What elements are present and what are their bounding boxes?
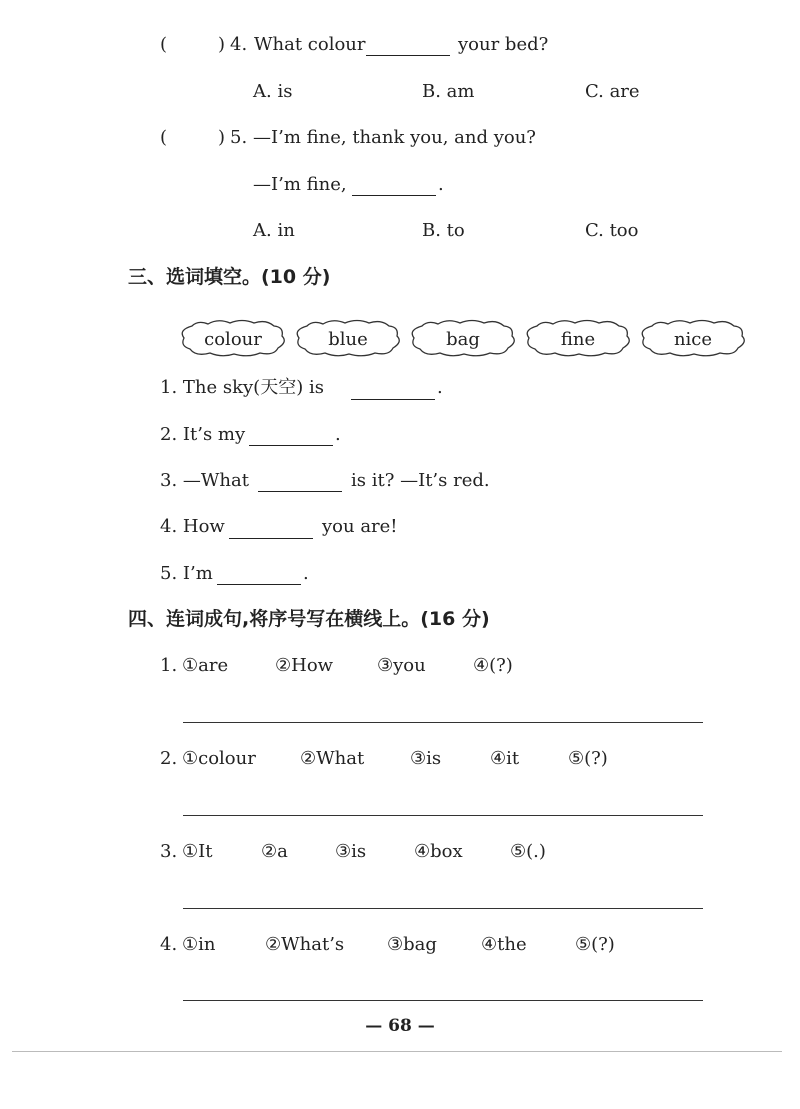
option-a[interactable]: A. is (253, 81, 293, 102)
question-text-before: What colour (254, 34, 366, 55)
item-text-before: 1. The sky(天空) is (160, 377, 324, 398)
option-a[interactable]: A. in (253, 220, 295, 241)
item-text-after: . (437, 377, 443, 398)
option-b[interactable]: B. am (422, 81, 475, 102)
item-text-before: 3. —What (160, 470, 249, 491)
item-number: 1. (160, 655, 178, 676)
word-bank-item: blue (328, 329, 368, 350)
word-part: ④(?) (473, 655, 513, 676)
option-c[interactable]: C. too (585, 220, 639, 241)
item-text-after: . (335, 424, 341, 445)
fill-blank[interactable] (258, 490, 342, 492)
item-text-before: 2. It’s my (160, 424, 246, 445)
word-part: ③you (377, 655, 426, 676)
word-part: ②How (275, 655, 334, 676)
word-part: ③is (335, 841, 367, 862)
word-part: ①are (182, 655, 229, 676)
question-line-2-before: —I’m fine, (253, 174, 347, 195)
word-part: ④it (490, 748, 520, 769)
option-c[interactable]: C. are (585, 81, 640, 102)
question-line-2-after: . (438, 174, 444, 195)
fill-blank[interactable] (217, 583, 301, 585)
item-number: 3. (160, 841, 178, 862)
word-bank-item: bag (446, 329, 480, 350)
answer-line[interactable] (183, 722, 703, 723)
item-text-before: 4. How (160, 516, 225, 537)
word-part: ⑤(?) (575, 934, 615, 955)
answer-line[interactable] (183, 908, 703, 909)
fill-blank[interactable] (249, 444, 333, 446)
answer-paren-open: ( (160, 127, 168, 148)
word-cloud (523, 318, 633, 358)
word-part: ①colour (182, 748, 256, 769)
word-cloud (178, 318, 288, 358)
word-part: ③is (410, 748, 442, 769)
word-bank-item: nice (673, 329, 713, 350)
fill-blank[interactable] (351, 398, 435, 400)
word-part: ①It (182, 841, 213, 862)
fill-blank[interactable] (366, 54, 450, 56)
question-number: 5. (230, 127, 248, 148)
word-part: ⑤(.) (510, 841, 546, 862)
page-number: — 68 — (365, 1016, 435, 1036)
word-part: ③bag (387, 934, 437, 955)
question-text-after: your bed? (458, 34, 549, 55)
item-number: 4. (160, 934, 178, 955)
word-cloud (408, 318, 518, 358)
word-part: ⑤(?) (568, 748, 608, 769)
item-text-after: you are! (322, 516, 398, 537)
word-bank-item: colour (204, 329, 262, 350)
question-number: 4. (230, 34, 248, 55)
item-text-before: 5. I’m (160, 563, 213, 584)
section-4-heading: 四、连词成句,将序号写在横线上。(16 分) (128, 608, 490, 630)
answer-line[interactable] (183, 815, 703, 816)
word-part: ④the (481, 934, 527, 955)
word-part: ②What (300, 748, 365, 769)
word-part: ②What’s (265, 934, 345, 955)
fill-blank[interactable] (352, 194, 436, 196)
section-3-heading: 三、选词填空。(10 分) (128, 266, 331, 288)
word-part: ④box (414, 841, 463, 862)
answer-paren-close: ) (218, 127, 226, 148)
item-number: 2. (160, 748, 178, 769)
word-bank-item: fine (560, 329, 596, 350)
item-text-after: . (303, 563, 309, 584)
footer-divider (12, 1051, 782, 1052)
fill-blank[interactable] (229, 537, 313, 539)
answer-line[interactable] (183, 1000, 703, 1001)
word-cloud (293, 318, 403, 358)
word-cloud (638, 318, 748, 358)
word-part: ②a (261, 841, 288, 862)
answer-paren-close: ) (218, 34, 226, 55)
question-line-1: —I’m fine, thank you, and you? (253, 127, 536, 148)
answer-paren-open: ( (160, 34, 168, 55)
option-b[interactable]: B. to (422, 220, 465, 241)
word-part: ①in (182, 934, 216, 955)
item-text-after: is it? —It’s red. (351, 470, 490, 491)
